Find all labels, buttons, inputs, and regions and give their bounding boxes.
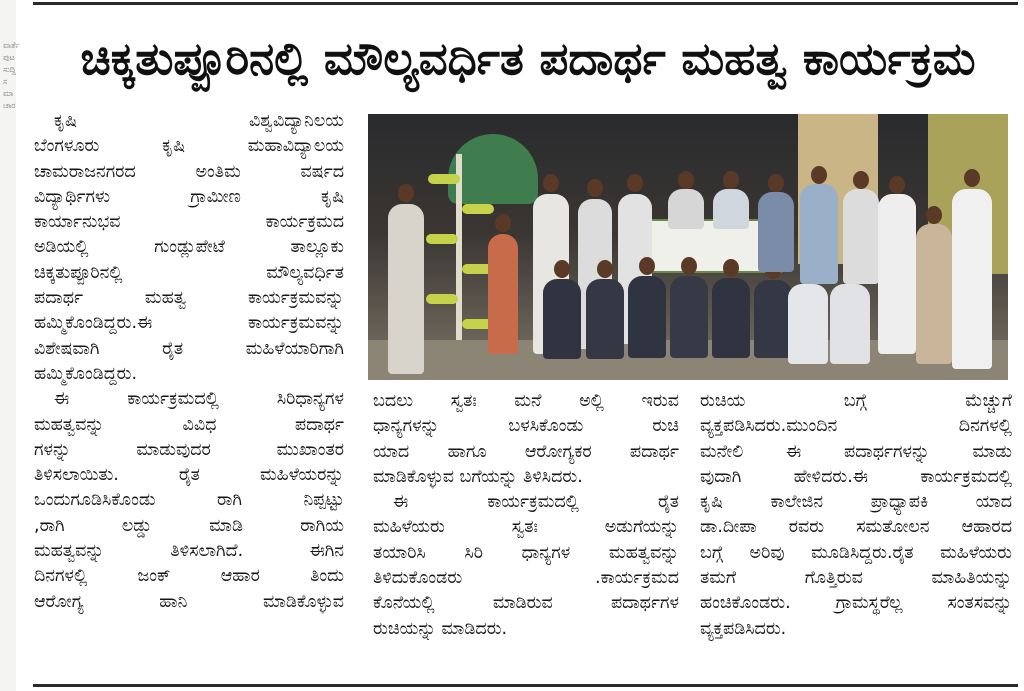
text-line: ದಿನಗಳಲ್ಲಿ ಜಂಕ್ ಆಹಾರ ತಿಂದು [34, 566, 344, 587]
bottom-rule [33, 684, 1018, 687]
text-line: ಗಳನ್ನು ಮಾಡುವುದರ ಮುಖಾಂತರ [34, 439, 344, 460]
text-line: ರುಚಿಯನ್ನು ಮಾಡಿದರು. [373, 618, 508, 639]
text-line: ಧಾನ್ಯಗಳನ್ನು ಬಳಸಿಕೊಂಡು ರುಚಿ [373, 416, 679, 437]
text-line: ಚಿಕ್ಕತುಪ್ಪೂರಿನಲ್ಲಿ ಮೌಲ್ಯವರ್ಧಿತ [34, 262, 344, 283]
photo-head [543, 174, 559, 192]
text-line: ಆರೋಗ್ಯ ಹಾನಿ ಮಾಡಿಕೊಳ್ಳುವ [34, 591, 344, 612]
photo-person [758, 192, 794, 272]
photo-person [878, 194, 916, 354]
text-line: ವಿಶೇಷವಾಗಿ ರೈತ ಮಹಿಳೆಯಾರಿಗಾಗಿ [34, 338, 344, 359]
text-line: ಹಂಚಿಕೊಂಡರು. ಗ್ರಾಮಸ್ಥರೆಲ್ಲ ಸಂತಸವನ್ನು [700, 593, 1012, 614]
margin-text: ವಾರ್ತೆ ಪುಟ ಸುದ್ದಿ ಸಮಾಚಾರ [3, 41, 20, 110]
text-line: ಕೊನೆಯಲ್ಲಿ ಮಾಡಿರುವ ಪದಾರ್ಥಗಳ [373, 593, 679, 614]
article-column-3 [700, 389, 1012, 642]
text-line: ,ರಾಗಿ ಲಡ್ಡು ಮಾಡಿ ರಾಗಿಯ [34, 515, 344, 536]
text-line: ತಿಳಿಸಲಾಯಿತು. ರೈತ ಮಹಿಳೆಯರನ್ನು [34, 465, 344, 486]
photo-person [916, 224, 952, 364]
article-column-1 [34, 109, 344, 615]
photo-person [670, 276, 708, 358]
text-line: ಮಹತ್ವವನ್ನು ತಿಳಿಸಲಾಗಿದೆ. ಈಗಿನ [34, 541, 344, 562]
photo-person [754, 280, 792, 358]
photo-person [712, 278, 750, 358]
text-line: ಬಗ್ಗೆ ಅರಿವು ಮೂಡಿಸಿದ್ದರು.ರೈತ ಮಹಿಳೆಯರು [700, 542, 1012, 563]
photo-person [713, 189, 749, 229]
photo-head [723, 259, 739, 277]
photo-head [681, 257, 697, 275]
photo-head [889, 176, 905, 194]
photo-head [926, 206, 942, 224]
photo-head [964, 169, 980, 187]
photo-head [398, 184, 414, 202]
top-rule [33, 2, 1018, 5]
text-line: ತಿಳಿದುಕೊಂಡರು .ಕಾರ್ಯಕ್ರಮದ [373, 568, 679, 589]
text-line: ಹಮ್ಮಿಕೊಂಡಿದ್ದರು. [34, 363, 138, 384]
photo-head [639, 257, 655, 275]
text-line: ತಮಗೆ ಗೊತ್ತಿರುವ ಮಾಹಿತಿಯನ್ನು [700, 568, 1012, 589]
text-line: ಚಾಮರಾಜನಗರದ ಅಂತಿಮ ವರ್ಷದ [34, 161, 344, 182]
photo-head [678, 171, 694, 189]
photo-leaf [426, 294, 458, 304]
photo-head [627, 174, 643, 192]
text-line: ವ್ಯಕ್ತಪಡಿಸಿದರು. [700, 618, 787, 639]
photo-person [830, 284, 870, 364]
text-line: ಹಮ್ಮಿಕೊಂಡಿದ್ದರು.ಈ ಕಾರ್ಯಕ್ರಮವನ್ನು [34, 313, 344, 334]
photo-leaf [426, 234, 458, 244]
photo-head [495, 214, 511, 232]
text-line: ರುಚಿಯ ಬಗ್ಗೆ ಮೆಚ್ಚುಗೆ [700, 391, 1012, 411]
photo-person [800, 184, 838, 284]
text-line: ಈ ಕಾರ್ಯಕ್ರಮದಲ್ಲಿ ರೈತ [393, 492, 679, 513]
photo-person [668, 189, 704, 229]
text-line: ಬೆಂಗಳೂರು ಕೃಷಿ ಮಹಾವಿದ್ಯಾಲಯ [34, 136, 344, 157]
photo-head [723, 171, 739, 189]
photo-person [788, 284, 828, 364]
photo-head [811, 166, 827, 184]
text-line: ಮಹಿಳೆಯರು ಸ್ವತಃ ಅಡುಗೆಯನ್ನು [373, 517, 679, 538]
text-line: ಕೃಷಿ ವಿಶ್ವವಿದ್ಯಾನಿಲಯ [54, 111, 344, 131]
photo-head [768, 174, 784, 192]
photo-head [597, 260, 613, 278]
text-line: ಡಾ.ದೀಪಾ ರವರು ಸಮತೋಲನ ಆಹಾರದ [700, 517, 1012, 538]
text-line: ಪದಾರ್ಥ ಮಹತ್ವ ಕಾರ್ಯಕ್ರಮವನ್ನು [34, 288, 344, 309]
photo-head [853, 171, 869, 189]
text-line: ಅಡಿಯಲ್ಲಿ ಗುಂಡ್ಲುಪೇಟೆ ತಾಲ್ಲೂಕು [34, 237, 344, 258]
photo-person [952, 189, 992, 369]
text-line: ವ್ಯಕ್ತಪಡಿಸಿದರು.ಮುಂದಿನ ದಿನಗಳಲ್ಲಿ [700, 416, 1012, 437]
photo-leaf [428, 174, 460, 184]
photo-leaf [462, 204, 494, 214]
text-line: ವುದಾಗಿ ಹೇಳಿದರು.ಈ ಕಾರ್ಯಕ್ರಮದಲ್ಲಿ [700, 466, 1012, 487]
page-margin [0, 0, 20, 691]
text-line: ಯಾದ ಹಾಗೂ ಆರೋಗ್ಯಕರ ಪದಾರ್ಥ [373, 441, 679, 462]
text-line: ಬದಲು ಸ್ವತಃ ಮನೆ ಅಲ್ಲಿ ಇರುವ [373, 391, 679, 411]
photo-person [843, 189, 879, 284]
photo-head [587, 179, 603, 197]
article-column-2 [373, 389, 679, 642]
photo-person [628, 276, 666, 358]
photo-person [488, 234, 518, 354]
text-line: ತಯಾರಿಸಿ ಸಿರಿ ಧಾನ್ಯಗಳ ಮಹತ್ವವನ್ನು [373, 542, 679, 563]
article-headline: ಚಿಕ್ಕತುಪ್ಪೂರಿನಲ್ಲಿ ಮೌಲ್ಯವರ್ಧಿತ ಪದಾರ್ಥ ಮಹತ್ವ ಕಾರ್ಯಕ್ರಮ [80, 32, 976, 85]
text-line: ವಿದ್ಯಾರ್ಥಿಗಳು ಗ್ರಾಮೀಣ ಕೃಷಿ [34, 186, 344, 207]
photo-head [554, 260, 570, 278]
group-photo [368, 114, 1008, 380]
photo-person [543, 279, 581, 359]
text-line: ಕಾರ್ಯಾನುಭವ ಕಾರ್ಯಕ್ರಮದ [34, 212, 344, 233]
text-line: ಒಂದುಗೂಡಿಸಿಕೊಂಡು ರಾಗಿ ನಿಪ್ಪಟ್ಟು [34, 490, 344, 511]
text-line: ಮಾಡಿಕೊಳ್ಳುವ ಬಗೆಯನ್ನು ತಿಳಿಸಿದರು. [373, 466, 583, 487]
text-line: ಕೃಷಿ ಕಾಲೇಜಿನ ಪ್ರಾಧ್ಯಾಪಕಿ ಯಾದ [700, 492, 1012, 513]
photo-person [388, 204, 424, 374]
photo-person [586, 279, 624, 359]
text-line: ಮನೇಲಿ ಈ ಪದಾರ್ಥಗಳನ್ನು ಮಾಡು [700, 441, 1012, 462]
text-line: ಮಹತ್ವವನ್ನು ವಿವಿಧ ಪದಾರ್ಥ [34, 414, 344, 435]
text-line: ಈ ಕಾರ್ಯಕ್ರಮದಲ್ಲಿ ಸಿರಿಧಾನ್ಯಗಳ [54, 389, 344, 410]
